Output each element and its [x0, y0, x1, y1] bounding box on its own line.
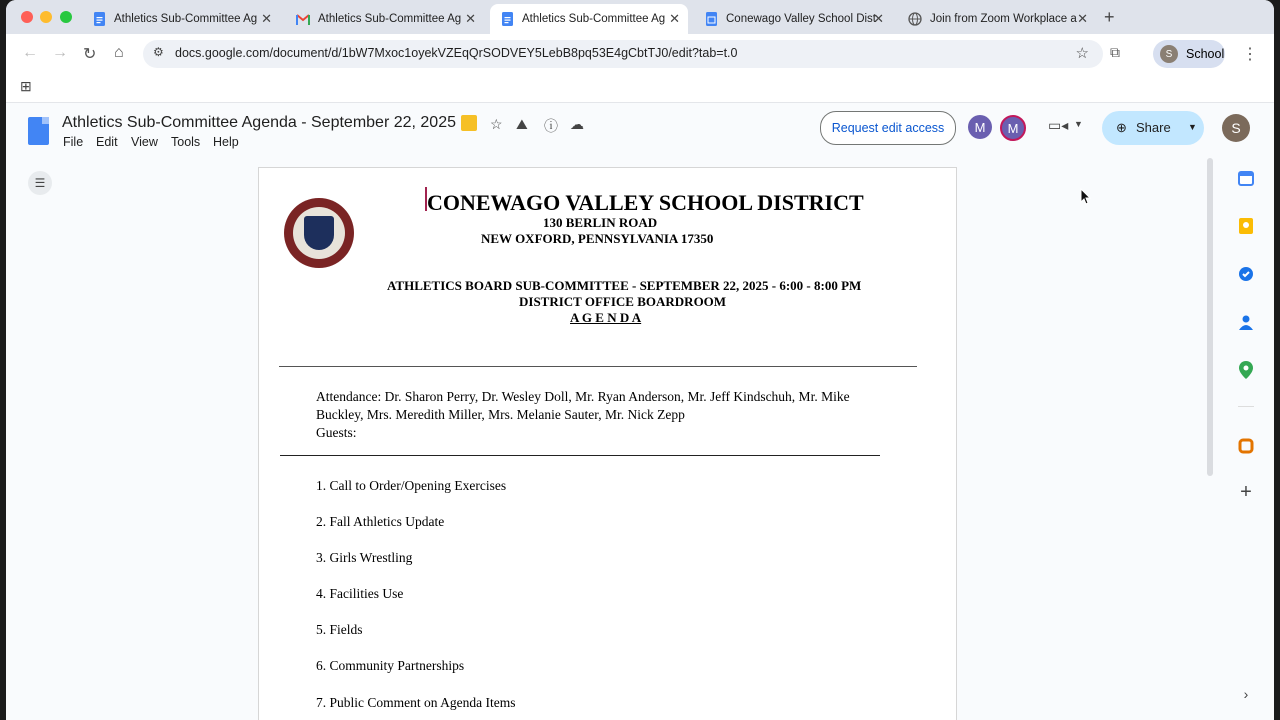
collaborator-avatar[interactable]: M [1000, 115, 1026, 141]
site-settings-icon[interactable]: ⚙ [153, 45, 164, 59]
browser-tab-active[interactable] [490, 4, 688, 34]
tasks-icon[interactable] [1236, 264, 1256, 284]
maximize-window-button[interactable] [60, 11, 72, 23]
contacts-icon[interactable] [1236, 312, 1256, 332]
new-tab-icon[interactable]: + [1104, 7, 1115, 27]
browser-tab[interactable] [82, 4, 280, 34]
divider [280, 455, 880, 456]
google-docs-icon [500, 12, 514, 26]
tab-title: Athletics Sub-Committee Ag [318, 13, 462, 25]
browser-tab[interactable] [898, 4, 1096, 34]
district-seal-logo [284, 198, 354, 268]
menu-edit[interactable]: Edit [96, 135, 118, 149]
agenda-item: 2. Fall Athletics Update [316, 514, 445, 529]
google-docs-icon [92, 12, 106, 26]
attendance-line-2: Buckley, Mrs. Meredith Miller, Mrs. Melanie Sauter, Mr. Nick Zepp [316, 407, 685, 422]
address-line-2: NEW OXFORD, PENNSYLVANIA 17350 [481, 231, 714, 246]
menu-view[interactable]: View [131, 135, 158, 149]
close-tab-icon[interactable]: ✕ [669, 11, 680, 26]
docs-logo-icon[interactable] [28, 117, 49, 145]
agenda-heading: A G E N D A [570, 310, 642, 325]
tab-title: Athletics Sub-Committee Ag [114, 13, 258, 25]
star-icon[interactable]: ☆ [490, 116, 503, 132]
menu-help[interactable]: Help [213, 135, 239, 149]
share-label: Share [1136, 120, 1171, 135]
meet-dropdown-icon[interactable]: ▼ [1074, 119, 1083, 129]
profile-avatar: S [1160, 45, 1178, 63]
calendar-icon[interactable] [1236, 168, 1256, 188]
agenda-item: 7. Public Comment on Agenda Items [316, 695, 516, 710]
document-title[interactable]: Athletics Sub-Committee Agenda - September 22, 2025 [62, 114, 456, 131]
add-icon[interactable]: + [1240, 480, 1252, 503]
move-to-drive-icon[interactable]: ⛰ [516, 116, 528, 132]
close-tab-icon[interactable]: ✕ [261, 11, 272, 26]
gmail-icon [296, 12, 310, 26]
browser-window [6, 0, 1274, 720]
agenda-item: 1. Call to Order/Opening Exercises [316, 478, 507, 493]
close-tab-icon[interactable]: ✕ [873, 11, 884, 26]
tab-title: Conewago Valley School Dist [726, 13, 876, 25]
mouse-cursor-icon [1080, 188, 1092, 206]
document-page[interactable] [258, 167, 957, 720]
address-bar[interactable] [143, 40, 1103, 68]
tab-strip [6, 0, 1274, 34]
tab-search-icon[interactable]: ⧉ [1110, 44, 1120, 60]
share-button[interactable] [1102, 111, 1204, 145]
agenda-item: 5. Fields [316, 622, 363, 637]
request-edit-access-button[interactable]: Request edit access [820, 111, 956, 145]
home-icon[interactable]: ⌂ [114, 44, 124, 61]
meet-video-icon[interactable]: ▭◂ [1048, 117, 1069, 133]
collaborator-avatar[interactable]: M [968, 115, 992, 139]
browser-toolbar [6, 34, 1274, 74]
tab-title: Join from Zoom Workplace a [930, 13, 1077, 25]
globe-icon [908, 12, 922, 26]
cloud-status-icon[interactable]: ☁ [570, 116, 584, 132]
side-panel-divider [1238, 406, 1254, 407]
guests-label: Guests: [316, 425, 357, 440]
menu-file[interactable]: File [63, 135, 84, 149]
browser-menu-icon[interactable]: ⋮ [1242, 46, 1258, 63]
vertical-scrollbar[interactable] [1207, 158, 1213, 476]
divider [279, 366, 917, 367]
minimize-window-button[interactable] [40, 11, 52, 23]
menu-tools[interactable]: Tools [171, 135, 201, 149]
google-sheets-icon [704, 12, 718, 26]
attendance-line-1: Attendance: Dr. Sharon Perry, Dr. Wesley Doll, Mr. Ryan Anderson, Mr. Jeff Kindschuh, Mr. Mike [316, 389, 850, 404]
agenda-item: 3. Girls Wrestling [316, 550, 413, 565]
agenda-item: 6. Community Partnerships [316, 658, 465, 673]
meeting-heading: ATHLETICS BOARD SUB-COMMITTEE - SEPTEMBER 22, 2025 - 6:00 - 8:00 PM [387, 278, 862, 293]
meeting-location: DISTRICT OFFICE BOARDROOM [519, 294, 727, 309]
docs-header [6, 103, 1274, 158]
profile-button[interactable] [1153, 40, 1225, 68]
bookmark-star-icon[interactable]: ☆ [1075, 45, 1089, 62]
apps-grid-icon[interactable]: ⊞ [20, 78, 32, 94]
user-avatar[interactable]: S [1222, 114, 1250, 142]
profile-label: School [1186, 47, 1225, 61]
maps-icon[interactable] [1236, 360, 1256, 380]
url-text: docs.google.com/document/d/1bW7Mxoc1oyekVZEqQrSODVEY5LebB8pq53E4gCbtTJ0/edit?tab=t.0 [175, 46, 738, 60]
globe-icon: ⊕ [1116, 120, 1127, 135]
offline-badge-icon[interactable] [461, 115, 477, 131]
bookmarks-bar [6, 74, 1274, 103]
share-dropdown-icon[interactable]: ▼ [1188, 122, 1197, 132]
keep-icon[interactable] [1236, 216, 1256, 236]
forward-icon[interactable]: → [52, 44, 68, 61]
back-icon[interactable]: ← [22, 44, 38, 61]
close-window-button[interactable] [21, 11, 33, 23]
district-name: CONEWAGO VALLEY SCHOOL DISTRICT [427, 190, 864, 215]
reload-icon[interactable]: ↻ [83, 46, 97, 63]
browser-tab[interactable] [286, 4, 484, 34]
close-tab-icon[interactable]: ✕ [465, 11, 476, 26]
browser-tab[interactable] [694, 4, 892, 34]
close-tab-icon[interactable]: ✕ [1077, 11, 1088, 26]
address-line-1: 130 BERLIN ROAD [543, 215, 658, 230]
info-icon[interactable]: ⓘ [544, 118, 558, 134]
side-panel [1224, 158, 1274, 720]
chevron-right-icon[interactable]: › [1243, 686, 1249, 702]
office-icon[interactable] [1236, 436, 1256, 456]
document-workspace [6, 158, 1274, 720]
agenda-item: 4. Facilities Use [316, 586, 404, 601]
outline-icon[interactable]: ☰ [28, 171, 52, 195]
tab-title: Athletics Sub-Committee Ag [522, 13, 666, 25]
